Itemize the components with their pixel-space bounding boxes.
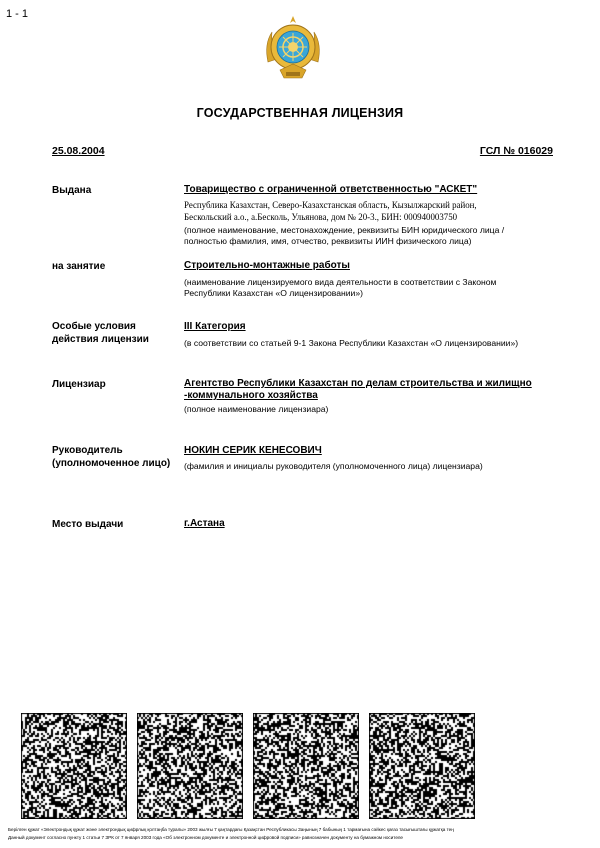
- head-note: (фамилия и инициалы руководителя (уполномоченного лица) лицензиара): [184, 461, 483, 471]
- page-number: 1 - 1: [6, 8, 29, 20]
- conditions-label-2: действия лицензии: [52, 334, 149, 345]
- footer-kz: Берілген құжат «Электрондық құжат және электрондық цифрлық қолтаңба туралы» 2003 жылғы 7 қаңтардағы Қазақстан Республикасы Заңының 7 бабының 1 тармағына сәйкес қағаз тасығыштағы құжатқа тең: [8, 827, 454, 832]
- head-value: НОКИН СЕРИК КЕНЕСОВИЧ: [184, 445, 322, 456]
- head-label-1: Руководитель: [52, 445, 123, 456]
- state-emblem-icon: [262, 14, 324, 84]
- barcode-3: [253, 713, 359, 819]
- licensor-note: (полное наименование лицензиара): [184, 404, 329, 414]
- activity-value: Строительно-монтажные работы: [184, 260, 350, 271]
- barcode-1: [21, 713, 127, 819]
- conditions-note: (в соответствии со статьей 9-1 Закона Республики Казахстан «О лицензировании»): [184, 338, 519, 348]
- head-label-2: (уполномоченное лицо): [52, 458, 171, 469]
- issued-to-value: Товарищество с ограниченной ответственностью "АСКЕТ": [184, 184, 478, 195]
- conditions-value: III Категория: [184, 321, 246, 332]
- place-value: г.Астана: [184, 518, 225, 529]
- issued-to-note-2: полностью фамилия, имя, отчество, реквизиты ИИН физического лица): [184, 236, 472, 246]
- licensor-value-2: -коммунального хозяйства: [184, 390, 318, 401]
- conditions-label-1: Особые условия: [52, 321, 136, 332]
- license-number: ГСЛ № 016029: [479, 145, 553, 157]
- issued-to-note-1: (полное наименование, местонахождение, реквизиты БИН юридического лица /: [184, 225, 505, 235]
- issued-to-label: Выдана: [52, 185, 92, 196]
- barcode-2: [137, 713, 243, 819]
- issue-date: 25.08.2004: [52, 145, 105, 157]
- licensor-label: Лицензиар: [52, 379, 106, 390]
- activity-note-2: Республики Казахстан «О лицензировании»): [184, 288, 363, 298]
- place-label: Место выдачи: [52, 519, 124, 530]
- licensor-value-1: Агентство Республики Казахстан по делам строительства и жилищно: [184, 378, 532, 389]
- activity-note-1: (наименование лицензируемого вида деятельности в соответствии с Законом: [184, 277, 497, 287]
- activity-label: на занятие: [52, 261, 106, 272]
- issued-to-details-2: Бескольский а.о., а.Бесколь, Ульянова, дом № 20-3., БИН: 000940003750: [184, 212, 458, 222]
- issued-to-details-1: Республика Казахстан, Северо-Казахстанская область, Кызылжарский район,: [184, 200, 477, 210]
- document-title: ГОСУДАРСТВЕННАЯ ЛИЦЕНЗИЯ: [196, 106, 404, 120]
- barcode-4: [369, 713, 475, 819]
- footer-ru: Данный документ согласно пункту 1 статьи 7 ЗРК от 7 января 2003 года «Об электронном документе и электронной цифровой подписи» равнозначен документу на бумажном носителе: [8, 835, 403, 840]
